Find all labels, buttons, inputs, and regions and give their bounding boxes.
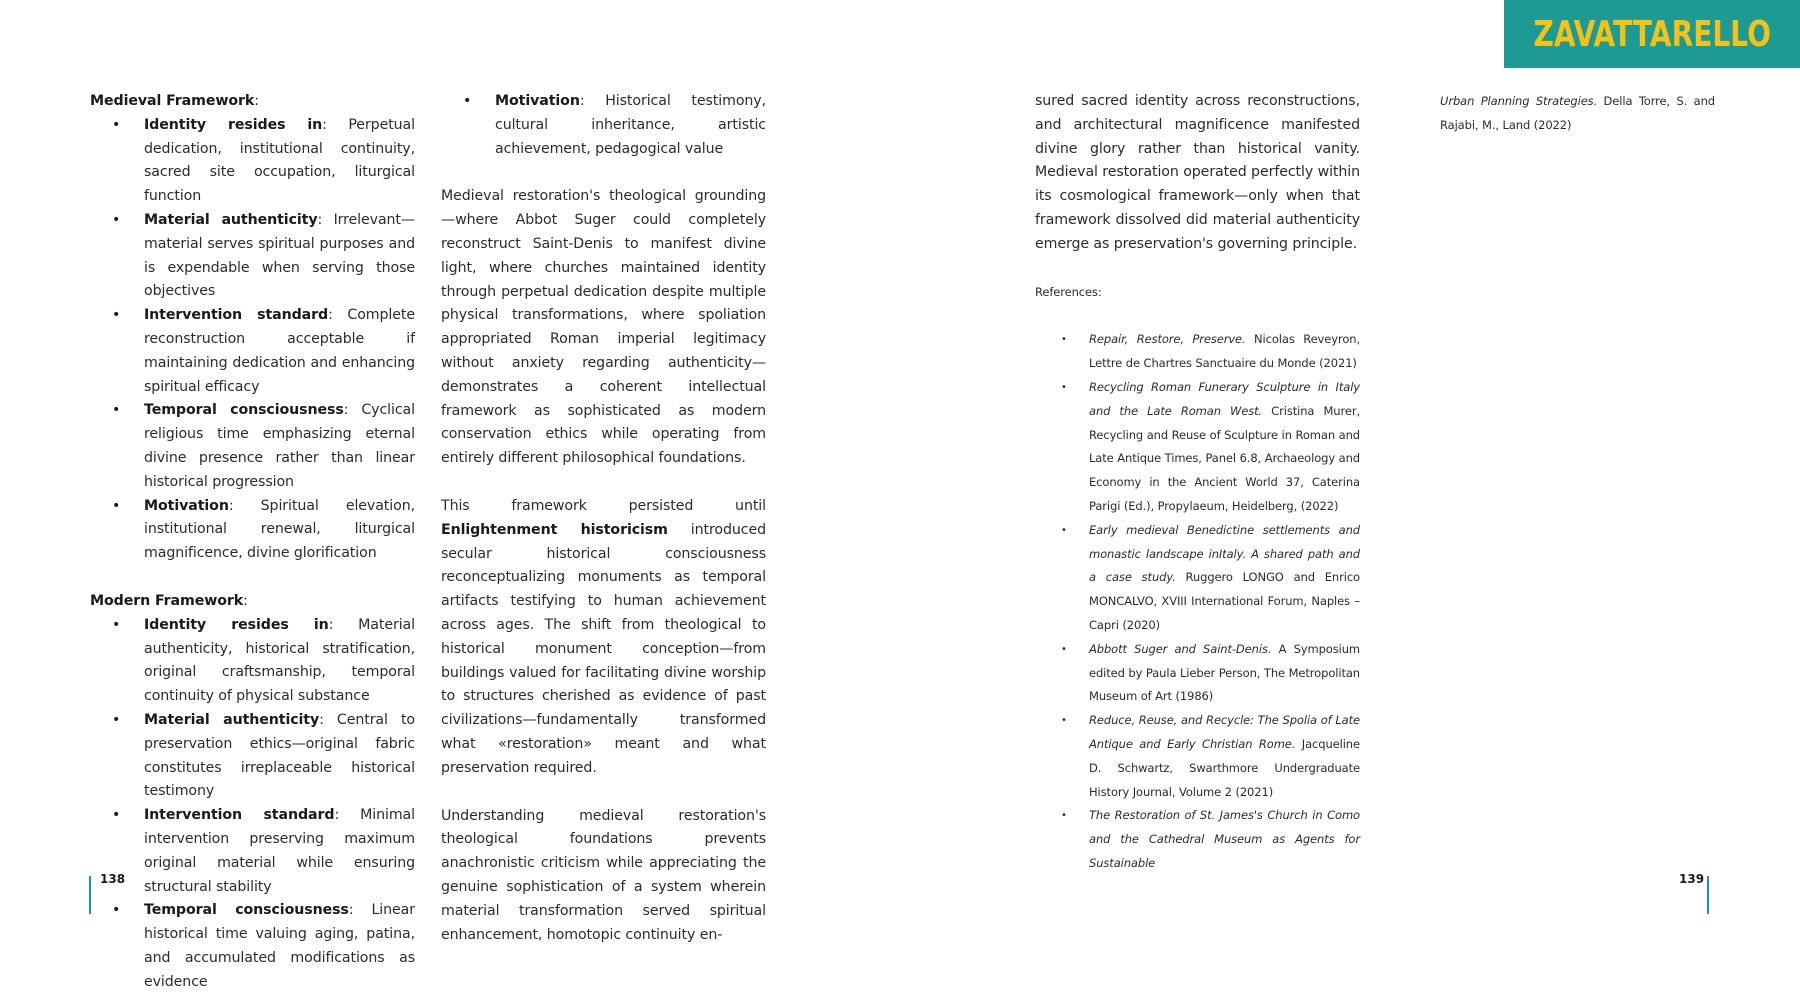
brand-name: ZAVATTARELLO — [1533, 13, 1771, 55]
modern-framework-list — [90, 614, 415, 994]
list-item: • Motivation: Historical testimony, cultural inheritance, artistic achievement, pedagogical value — [441, 90, 766, 161]
list-item: • Intervention standard: Complete reconstruction acceptable if maintaining dedication and enhancing spiritual efficacy — [90, 304, 415, 399]
medieval-framework-heading: Medieval Framework: — [90, 93, 259, 109]
reference-item: • Recycling Roman Funerary Sculpture in Italy and the Late Roman West. Cristina Murer, Recycling and Reuse of Sculpture in Roman and Late Antique Times, Panel 6.8, Archaeology and Economy in the Ancient World 37, Caterina Parigi (Ed.), Propylaeum, Heidelberg, (2022) — [1035, 376, 1360, 519]
left-page — [0, 0, 900, 990]
body-paragraph: sured sacred identity across reconstructions, and architectural magnificence manifested divine glory rather than historical vanity. Medieval restoration operated perfectly within its cosmological framework—only when that framework dissolved did material authenticity emerge as preservation's governing principle. — [1035, 93, 1360, 252]
modern-framework-heading: Modern Framework: — [90, 592, 248, 609]
references-list — [1035, 328, 1360, 875]
list-item: • Material authenticity: Central to preservation ethics—original fabric constitutes irreplaceable historical testimony — [90, 709, 415, 804]
body-paragraph: Medieval restoration's theological grounding—where Abbot Suger could completely reconstruct Saint-Denis to manifest divine light, where churches maintained identity through perpetual dedication despite multiple physical transformations, where spoliation appropriated Roman imperial legitimacy without anxiety regarding authenticity—demonstrates a coherent intellectual framework as sophisticated as modern conservation ethics while operating from entirely different philosophical foundations. — [441, 188, 766, 467]
page-number: 138 — [100, 872, 126, 886]
folio-rule — [89, 876, 91, 914]
page-number: 139 — [1679, 872, 1705, 886]
reference-continued: Urban Planning Strategies. Della Torre, S. and Rajabi, M., Land (2022) — [1440, 94, 1715, 132]
reference-item: • Reduce, Reuse, and Recycle: The Spolia of Late Antique and Early Christian Rome. Jacqueline D. Schwartz, Swarthmore Undergraduate History Journal, Volume 2 (2021) — [1035, 709, 1360, 804]
body-paragraph: Understanding medieval restoration's theological foundations prevents anachronistic criticism while appreciating the genuine sophistication of a system wherein material transformation served spiritual enhancement, homotopic continuity en- — [441, 807, 766, 943]
reference-item: • The Restoration of St. James's Church in Como and the Cathedral Museum as Agents for Sustainable — [1035, 804, 1360, 875]
right-column-2 — [1440, 90, 1715, 138]
body-paragraph: This framework persisted until Enlightenment historicism introduced secular historical consciousness reconceptualizing monuments as temporal artifacts testifying to human achievement across ages. The shift from theological to historical monument conception—from buildings valued for facilitating divine worship to structures cherished as evidence of past civilizations—fundamentally transformed what «restoration» meant and what preservation required. — [441, 497, 766, 776]
list-item: • Temporal consciousness: Cyclical religious time emphasizing eternal divine presence rather than linear historical progression — [90, 399, 415, 494]
right-page — [900, 0, 1800, 945]
reference-item: • Abbott Suger and Saint-Denis. A Symposium edited by Paula Lieber Person, The Metropolitan Museum of Art (1986) — [1035, 638, 1360, 709]
references-label: References: — [1035, 284, 1102, 299]
list-item: • Temporal consciousness: Linear historical time valuing aging, patina, and accumulated modifications as evidence — [90, 899, 415, 994]
reference-item: • Repair, Restore, Preserve. Nicolas Reveyron, Lettre de Chartres Sanctuaire du Monde (2021) — [1035, 328, 1360, 376]
list-item: • Identity resides in: Material authenticity, historical stratification, original craftsmanship, temporal continuity of physical substance — [90, 614, 415, 709]
right-column-1 — [1035, 90, 1360, 876]
left-column-2 — [441, 90, 766, 947]
list-item: • Intervention standard: Minimal intervention preserving maximum original material while ensuring structural stability — [90, 804, 415, 899]
medieval-framework-list — [90, 114, 415, 566]
modern-framework-list-continued — [441, 90, 766, 161]
list-item: • Material authenticity: Irrelevant—material serves spiritual purposes and is expendable when serving those objectives — [90, 209, 415, 304]
list-item: • Identity resides in: Perpetual dedication, institutional continuity, sacred site occupation, liturgical function — [90, 114, 415, 209]
left-column-1 — [90, 90, 415, 994]
folio-rule — [1707, 876, 1709, 914]
list-item: • Motivation: Spiritual elevation, institutional renewal, liturgical magnificence, divine glorification — [90, 495, 415, 566]
reference-item: • Early medieval Benedictine settlements and monastic landscape inItaly. A shared path and a case study. Ruggero LONGO and Enrico MONCALVO, XVIII International Forum, Naples – Capri (2020) — [1035, 519, 1360, 638]
